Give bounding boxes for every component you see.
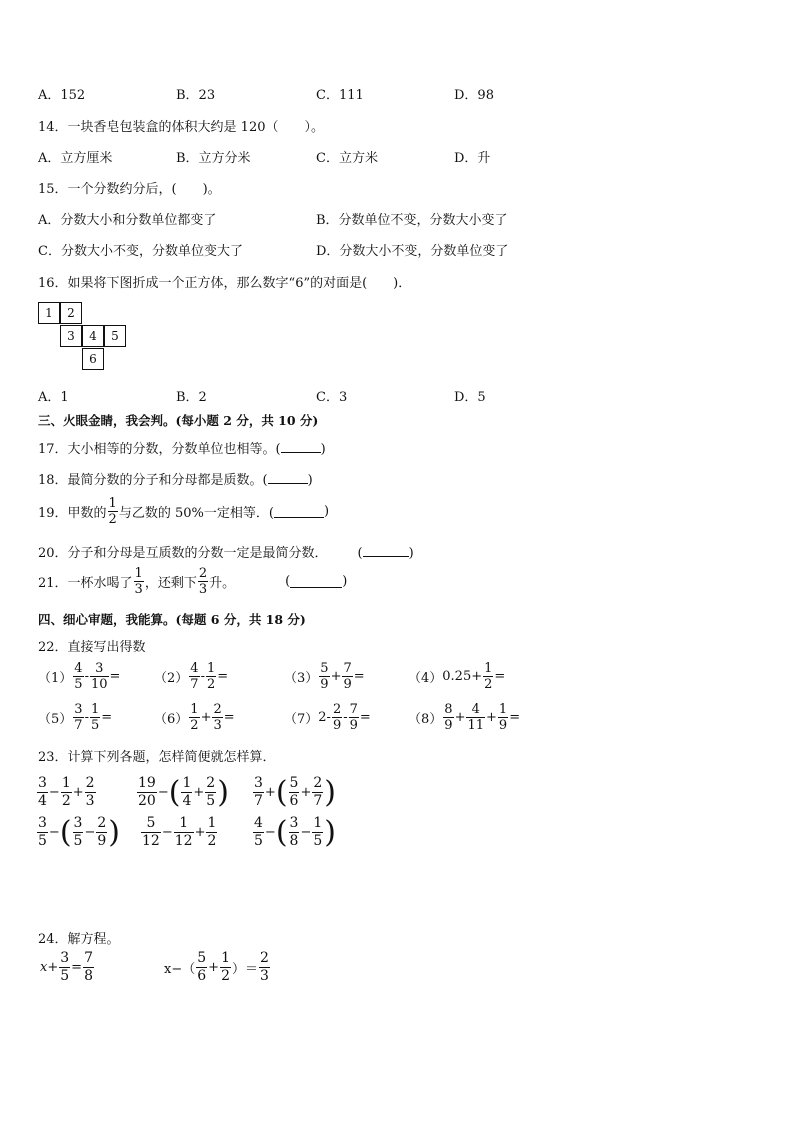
q16-option-b: B．2 — [176, 390, 207, 405]
q23-expr-1: $\frac{3}{4}$ − $\frac{1}{2}$ + $\frac{2}{3}$ — [38, 775, 95, 809]
q20 — [38, 542, 414, 561]
q14-option-a: A．立方厘米 — [38, 151, 113, 166]
q22-item-3: （3） $\frac{5}{9}$ + $\frac{7}{9}$ = — [284, 661, 365, 692]
fraction: $\frac{1}{3}$ — [134, 566, 143, 597]
q14-option-c: C．立方米 — [316, 151, 378, 166]
q19 — [38, 496, 329, 527]
q23-stem: 23．计算下列各题，怎样简便就怎样算． — [38, 750, 276, 765]
q17-text: 17．大小相等的分数，分数单位也相等。( — [38, 442, 281, 457]
q15-option-c: C．分数大小不变，分数单位变大了 — [38, 244, 243, 259]
q23-expr-4: $\frac{3}{5}$ − ( $\frac{3}{5}$ − $\frac{2}{9}$ ) — [38, 814, 121, 850]
answer-blank[interactable] — [268, 483, 308, 484]
q15-stem: 15．一个分数约分后，( )。 — [38, 182, 221, 197]
answer-blank[interactable] — [281, 452, 321, 453]
q13-option-b: B．23 — [176, 88, 216, 103]
q23-expr-6: $\frac{4}{5}$ − ( $\frac{3}{8}$ − $\frac{1}{5}$ ) — [254, 814, 337, 850]
q20-text: 20．分子和分母是互质数的分数一定是最简分数． — [38, 546, 328, 561]
q13-option-a: A．152 — [38, 88, 86, 103]
net-cell: 2 — [60, 302, 82, 324]
cube-net-diagram — [38, 302, 138, 372]
q24-equation-2: x−（ $\frac{5}{6}$ + $\frac{1}{2}$ ）＝ $\frac{2}{3}$ — [164, 950, 269, 984]
q14-option-d: D．升 — [454, 151, 491, 166]
fraction: $\frac{1}{2}$ — [108, 496, 117, 527]
q15-option-a: A．分数大小和分数单位都变了 — [38, 213, 217, 228]
q22-item-6: （6） $\frac{1}{2}$ + $\frac{2}{3}$ = — [154, 702, 235, 733]
q21-pre: 21．一杯水喝了 — [38, 576, 133, 591]
q19-pre: 19．甲数的 — [38, 506, 107, 521]
net-cell: 4 — [82, 325, 104, 347]
q13-option-d: D．98 — [454, 88, 494, 103]
q18 — [38, 469, 313, 488]
q16-option-c: C．3 — [316, 390, 348, 405]
q17 — [38, 438, 326, 457]
q21-open: ( — [285, 574, 291, 589]
q18-text: 18．最简分数的分子和分母都是质数。( — [38, 473, 268, 488]
q16-option-a: A．1 — [38, 390, 69, 405]
q21 — [38, 566, 347, 597]
answer-blank[interactable] — [274, 517, 324, 518]
q17-close: ) — [320, 442, 326, 457]
q22-item-4: （4） 0.25+ $\frac{1}{2}$ = — [408, 661, 506, 692]
q15-option-d: D．分数大小不变，分数单位变了 — [316, 244, 509, 259]
section3-title: 三、火眼金睛，我会判。(每小题 2 分，共 10 分) — [38, 413, 319, 428]
q15-option-b: B．分数单位不变，分数大小变了 — [316, 213, 508, 228]
q14-option-b: B．立方分米 — [176, 151, 251, 166]
q24-stem: 24．解方程。 — [38, 932, 120, 947]
net-cell: 3 — [60, 325, 82, 347]
q22-item-5: （5） $\frac{3}{7}$ - $\frac{1}{5}$ = — [38, 702, 113, 733]
q21-post: 升。 — [209, 576, 236, 591]
q20-open: ( — [357, 546, 363, 561]
q20-close: ) — [408, 546, 414, 561]
answer-blank[interactable] — [290, 587, 342, 588]
q19-post: 与乙数的 50%一定相等．( — [118, 506, 274, 521]
q23-expr-5: $\frac{5}{12}$ − $\frac{1}{12}$ + $\frac{1}{2}$ — [142, 815, 217, 849]
q21-close: ) — [342, 574, 348, 589]
q19-close: ) — [323, 504, 330, 519]
net-cell: 5 — [104, 325, 126, 347]
q22-item-1: （1） $\frac{4}{5}$ - $\frac{3}{10}$ = — [38, 661, 121, 692]
fraction: $\frac{2}{3}$ — [198, 566, 208, 597]
q24-equation-1: x + $\frac{3}{5}$ = $\frac{7}{8}$ — [40, 950, 93, 984]
q13-option-c: C．111 — [316, 88, 364, 103]
q14-stem: 14．一块香皂包装盒的体积大约是 120（ ）。 — [38, 120, 324, 135]
q16-stem: 16．如果将下图折成一个正方体，那么数字“6”的对面是( )． — [38, 276, 412, 291]
net-cell: 6 — [82, 348, 104, 370]
net-cell: 1 — [38, 302, 60, 324]
q22-item-7: （7） 2- $\frac{2}{9}$ - $\frac{7}{9}$ = — [284, 702, 371, 733]
q22-item-2: （2） $\frac{4}{7}$ - $\frac{1}{2}$ = — [154, 661, 229, 692]
q23-expr-2: $\frac{19}{20}$ − ( $\frac{1}{4}$ + $\frac{2}{5}$ ) — [138, 774, 229, 810]
answer-blank[interactable] — [363, 556, 409, 557]
q16-option-d: D．5 — [454, 390, 486, 405]
q22-item-8: （8） $\frac{8}{9}$ + $\frac{4}{11}$ + $\frac{1}{9}$ = — [408, 702, 521, 733]
q21-mid: ，还剩下 — [144, 576, 197, 591]
q18-close: ) — [307, 473, 313, 488]
q23-expr-3: $\frac{3}{7}$ + ( $\frac{5}{6}$ + $\frac{2}{7}$ ) — [254, 774, 337, 810]
section4-title: 四、细心审题，我能算。(每题 6 分，共 18 分) — [38, 612, 306, 627]
q22-stem: 22．直接写出得数 — [38, 640, 146, 655]
